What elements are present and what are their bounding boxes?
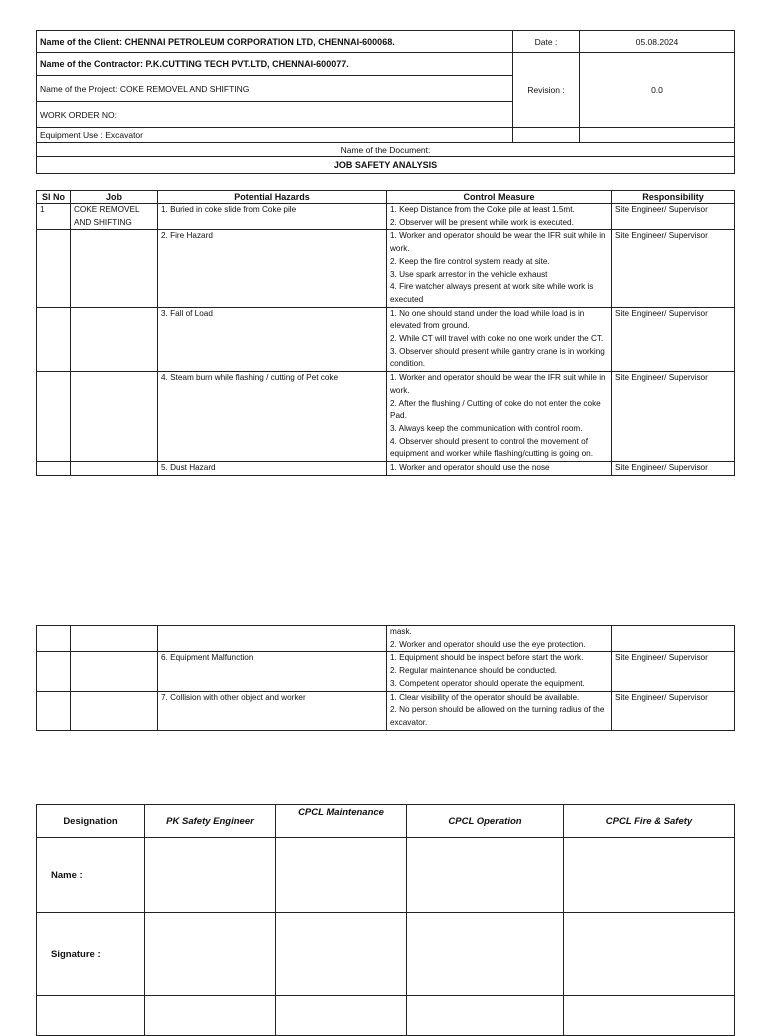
- responsibility-cell: Site Engineer/ Supervisor: [612, 462, 735, 476]
- control-measure-cell: [387, 372, 612, 462]
- control-measure-item: 2. After the flushing / Cutting of coke do not enter the coke Pad.: [390, 398, 601, 421]
- responsibility-cell: [612, 626, 735, 652]
- blank-cell: [513, 128, 580, 143]
- control-measure-item: 1. Worker and operator should be wear the IFR suit while in work.: [390, 373, 606, 395]
- control-measure-item: 3. Competent operator should operate the equipment.: [390, 678, 585, 688]
- signature-field[interactable]: [564, 913, 735, 996]
- column-header: Sl No: [37, 191, 71, 204]
- equipment-use: Equipment Use : Excavator: [37, 128, 513, 143]
- control-measure-item: 1. Keep Distance from the Coke pile at least 1.5mt.: [390, 205, 575, 214]
- client-name: Name of the Client: CHENNAI PETROLEUM CORPORATION LTD, CHENNAI-600068.: [37, 31, 513, 53]
- table-row: [37, 230, 735, 307]
- control-measure-cell: [387, 204, 612, 230]
- sl-no-cell: 1: [37, 204, 71, 230]
- job-cell: [71, 691, 158, 730]
- header-table: [36, 30, 735, 174]
- control-measure-item: 1. Worker and operator should use the nose: [390, 463, 550, 473]
- job-cell: [71, 307, 158, 372]
- cpcl-operation-header: CPCL Operation: [407, 805, 564, 838]
- control-measure-cell: [387, 230, 612, 307]
- column-header: Potential Hazards: [158, 191, 387, 204]
- control-measure-item: 2. No person should be allowed on the turning radius of the excavator.: [390, 705, 605, 727]
- designation-header: Designation: [37, 805, 145, 838]
- column-header: Responsibility: [612, 191, 735, 204]
- job-cell: COKE REMOVEL AND SHIFTING: [71, 204, 158, 230]
- control-measure-item: 4. Observer should present to control the movement of equipment and worker while flashing/cutting is going on.: [390, 436, 593, 459]
- control-measure-item: 2. While CT will travel with coke no one work under the CT.: [390, 334, 604, 344]
- blank-cell: [145, 996, 276, 1036]
- hazard-cell: 4. Steam burn while flashing / cutting of Pet coke: [158, 372, 387, 462]
- control-measure-cell: [387, 307, 612, 372]
- jsa-header-row: [37, 191, 735, 204]
- contractor-name: Name of the Contractor: P.K.CUTTING TECH PVT.LTD, CHENNAI-600077.: [37, 53, 513, 76]
- sl-no-cell: [37, 230, 71, 307]
- control-measure-item: 1. No one should stand under the load while load is in elevated from ground.: [390, 308, 585, 331]
- project-name: Name of the Project: COKE REMOVEL AND SHIFTING: [37, 76, 513, 102]
- hazard-cell: 3. Fall of Load: [158, 307, 387, 372]
- job-cell: [71, 626, 158, 652]
- signature-field[interactable]: [276, 913, 407, 996]
- control-measure-item: 3. Use spark arrestor in the vehicle exhaust: [390, 269, 548, 279]
- hazard-cell: 5. Dust Hazard: [158, 462, 387, 476]
- sl-no-cell: [37, 626, 71, 652]
- job-cell: [71, 652, 158, 691]
- table-row: [37, 307, 735, 372]
- control-measure-item: 3. Observer should present while gantry crane is in working condition.: [390, 346, 605, 369]
- signoff-table: [36, 804, 735, 1036]
- signature-field[interactable]: [407, 913, 564, 996]
- jsa-table: [36, 190, 735, 476]
- column-header: Job: [71, 191, 158, 204]
- control-measure-cell: [387, 462, 612, 476]
- table-row: [37, 691, 735, 730]
- table-row: [37, 652, 735, 691]
- signature-field[interactable]: [145, 913, 276, 996]
- control-measure-item: 4. Fire watcher always present at work site while work is executed: [390, 282, 594, 304]
- hazard-cell: 1. Buried in coke slide from Coke pile: [158, 204, 387, 230]
- work-order: WORK ORDER NO:: [37, 102, 513, 128]
- table-row: [37, 462, 735, 476]
- table-row: [37, 372, 735, 462]
- responsibility-cell: Site Engineer/ Supervisor: [612, 204, 735, 230]
- control-measure-item: 2. Worker and operator should use the eye protection.: [390, 639, 586, 649]
- control-measure-item: 2. Regular maintenance should be conducted.: [390, 666, 558, 676]
- responsibility-cell: Site Engineer/ Supervisor: [612, 307, 735, 372]
- revision-label: Revision :: [513, 53, 580, 128]
- hazard-cell: 6. Equipment Malfunction: [158, 652, 387, 691]
- control-measure-cell: [387, 626, 612, 652]
- pk-safety-engineer-header: PK Safety Engineer: [145, 805, 276, 838]
- responsibility-cell: Site Engineer/ Supervisor: [612, 230, 735, 307]
- signature-field[interactable]: [564, 838, 735, 913]
- control-measure-cell: [387, 652, 612, 691]
- hazard-cell: 7. Collision with other object and worker: [158, 691, 387, 730]
- job-cell: [71, 230, 158, 307]
- document-title: JOB SAFETY ANALYSIS: [37, 157, 735, 174]
- sl-no-cell: [37, 652, 71, 691]
- responsibility-cell: Site Engineer/ Supervisor: [612, 691, 735, 730]
- blank-cell: [37, 996, 145, 1036]
- control-measure-item: 1. Worker and operator should be wear the IFR suit while in work.: [390, 231, 606, 254]
- job-cell: [71, 462, 158, 476]
- table-row: [37, 204, 735, 230]
- control-measure-item: mask.: [390, 627, 412, 636]
- cpcl-maintenance-header: CPCL Maintenance: [276, 805, 407, 838]
- blank-cell: [580, 128, 735, 143]
- sl-no-cell: [37, 372, 71, 462]
- blank-cell: [564, 996, 735, 1036]
- date-value: 05.08.2024: [580, 31, 735, 53]
- sl-no-cell: [37, 307, 71, 372]
- hazard-cell: 2. Fire Hazard: [158, 230, 387, 307]
- name-row-label: Name :: [37, 838, 145, 913]
- signature-field[interactable]: [276, 838, 407, 913]
- document-name-label: Name of the Document:: [37, 143, 735, 157]
- column-header: Control Measure: [387, 191, 612, 204]
- date-label: Date :: [513, 31, 580, 53]
- signature-field[interactable]: [145, 838, 276, 913]
- sl-no-cell: [37, 691, 71, 730]
- jsa-table-continued: [36, 625, 735, 731]
- control-measure-item: 3. Always keep the communication with control room.: [390, 423, 583, 433]
- cpcl-fire-safety-header: CPCL Fire & Safety: [564, 805, 735, 838]
- table-row: [37, 626, 735, 652]
- control-measure-item: 2. Keep the fire control system ready at site.: [390, 256, 550, 266]
- control-measure-item: 2. Observer will be present while work is executed.: [390, 217, 574, 227]
- control-measure-item: 1. Clear visibility of the operator should be available.: [390, 692, 580, 702]
- blank-cell: [407, 996, 564, 1036]
- sl-no-cell: [37, 462, 71, 476]
- control-measure-cell: [387, 691, 612, 730]
- job-cell: [71, 372, 158, 462]
- revision-value: 0.0: [580, 53, 735, 128]
- signature-field[interactable]: [407, 838, 564, 913]
- signature-row-label: Signature :: [37, 913, 145, 996]
- responsibility-cell: Site Engineer/ Supervisor: [612, 372, 735, 462]
- hazard-cell: [158, 626, 387, 652]
- control-measure-item: 1. Equipment should be inspect before start the work.: [390, 653, 584, 663]
- responsibility-cell: Site Engineer/ Supervisor: [612, 652, 735, 691]
- blank-cell: [276, 996, 407, 1036]
